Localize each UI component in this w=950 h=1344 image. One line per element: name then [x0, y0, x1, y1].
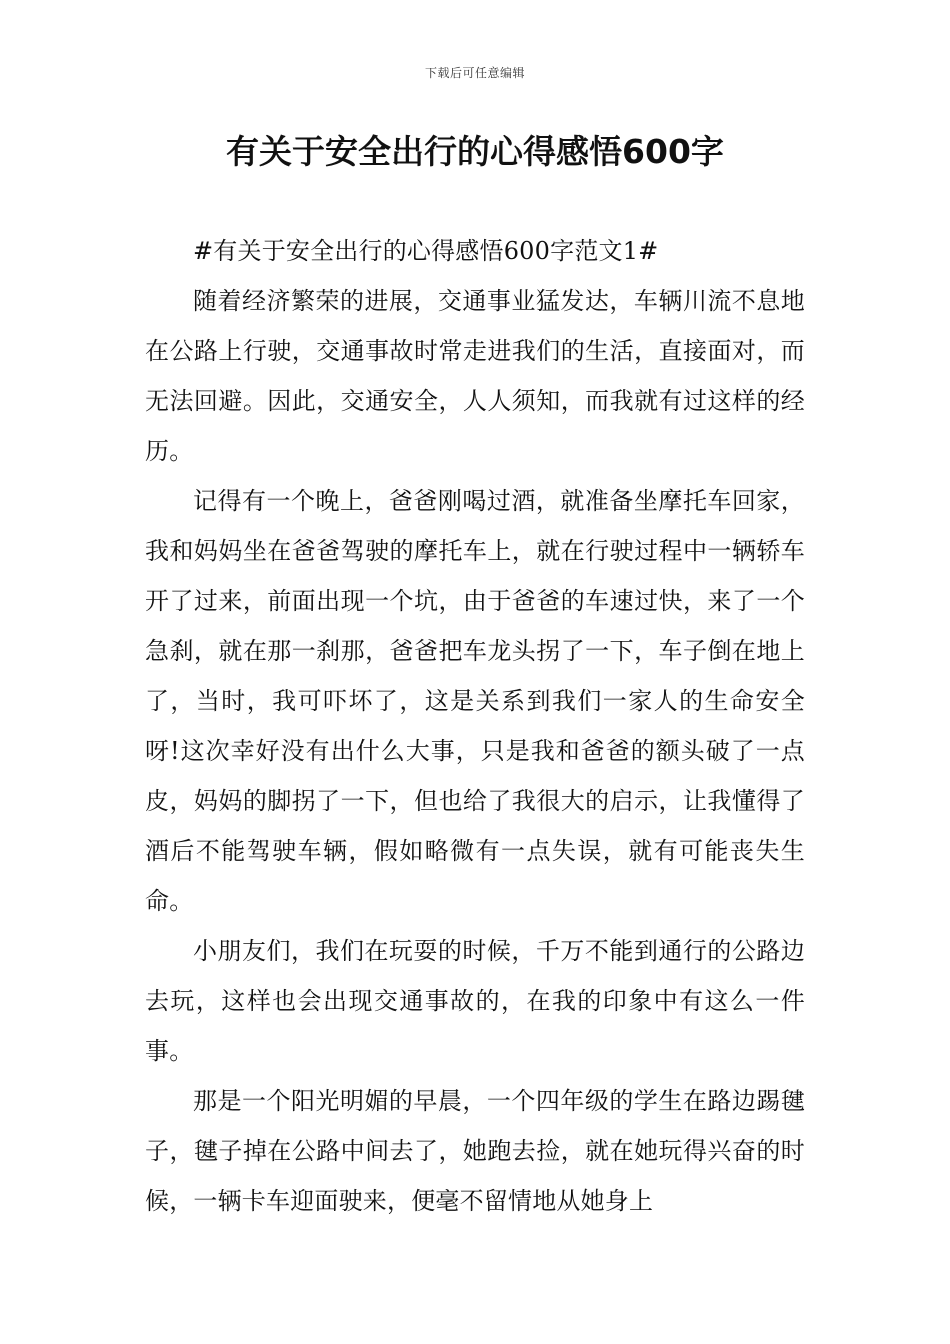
- document-body: [145, 226, 805, 1226]
- paragraph: 记得有一个晚上，爸爸刚喝过酒，就准备坐摩托车回家，我和妈妈坐在爸爸驾驶的摩托车上，就在行驶过程中一辆轿车开了过来，前面出现一个坑，由于爸爸的车速过快，来了一个急刹，就在那一刹那，爸爸把车龙头拐了一下，车子倒在地上了，当时，我可吓坏了，这是关系到我们一家人的生命安全呀!这次幸好没有出什么大事，只是我和爸爸的额头破了一点皮，妈妈的脚拐了一下，但也给了我很大的启示，让我懂得了酒后不能驾驶车辆，假如略微有一点失误，就有可能丧失生命。: [145, 487, 805, 915]
- paragraph: 那是一个阳光明媚的早晨，一个四年级的学生在路边踢毽子，毽子掉在公路中间去了，她跑去捡，就在她玩得兴奋的时候，一辆卡车迎面驶来，便毫不留情地从她身上: [145, 1087, 805, 1215]
- section-heading: #有关于安全出行的心得感悟600字范文1#: [193, 237, 659, 265]
- paragraph: 小朋友们，我们在玩耍的时候，千万不能到通行的公路边去玩，这样也会出现交通事故的，在我的印象中有这么一件事。: [145, 937, 805, 1065]
- header-note: 下载后可任意编辑: [424, 66, 525, 80]
- document-title: 有关于安全出行的心得感悟600字: [226, 132, 724, 171]
- paragraph: 随着经济繁荣的进展，交通事业猛发达，车辆川流不息地在公路上行驶，交通事故时常走进我们的生活，直接面对，而无法回避。因此，交通安全，人人须知，而我就有过这样的经历。: [145, 287, 805, 465]
